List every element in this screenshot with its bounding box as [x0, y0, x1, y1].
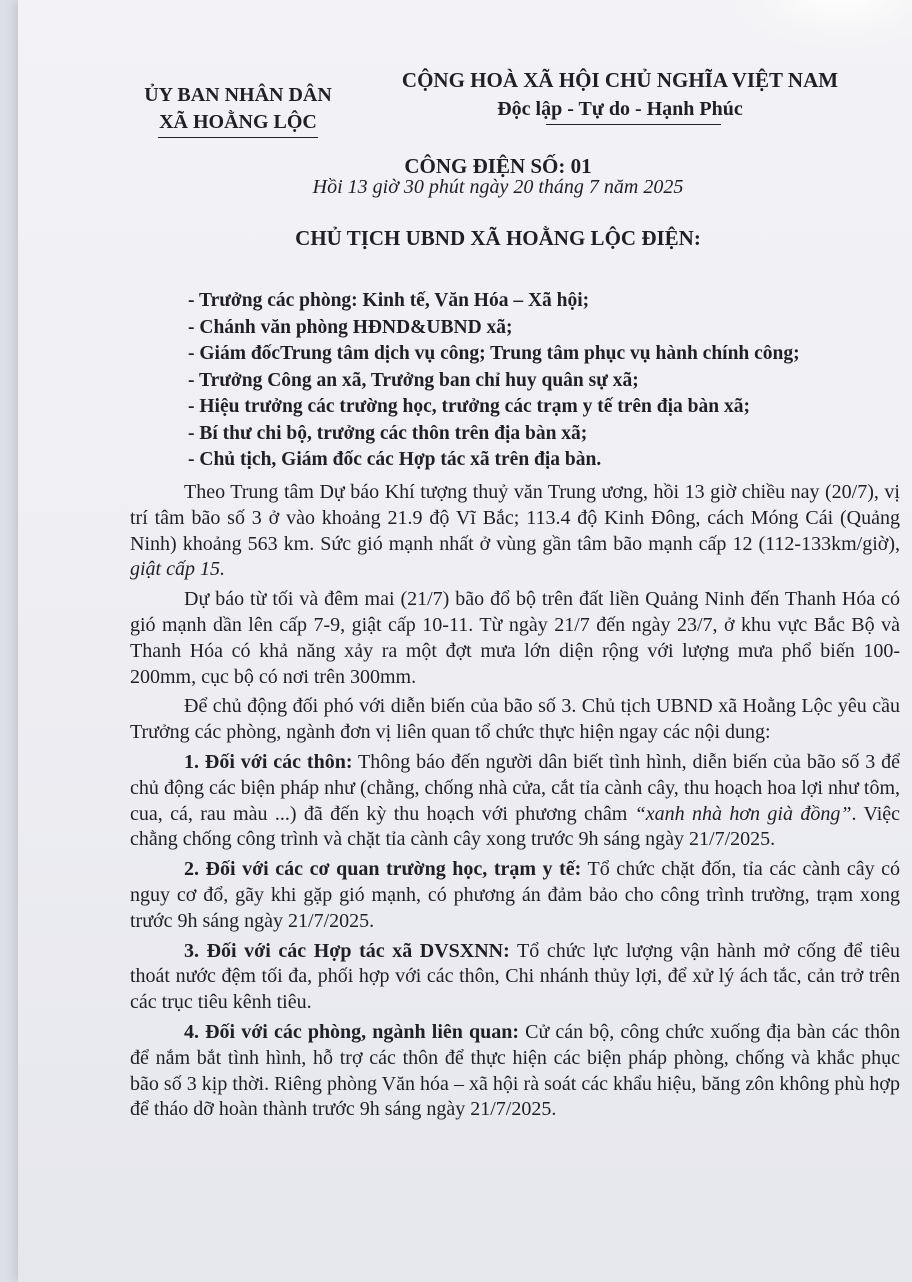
item-cooperatives: 3. Đối với các Hợp tác xã DVSXNN: Tổ chức lực lượng vận hành mở cống để tiêu thoát nước đệm tối đa, phối hợp với các thôn, Chi nhánh thủy lợi, để xử lý ách tắc, cản trở trên các trục tiêu kênh tiêu.	[130, 939, 900, 1014]
paragraph-outlook: Dự báo từ tối và đêm mai (21/7) bão đổ bộ trên đất liền Quảng Ninh đến Thanh Hóa có gió mạnh dần lên cấp 7-9, giật cấp 10-11. Từ ngày 21/7 đến ngày 23/7, ở khu vực Bắc Bộ và Thanh Hóa có khả năng xảy ra một đợt mưa lớn diện rộng với lượng mưa phổ biến 100-200mm, cục bộ có nơi trên 300mm.	[130, 588, 900, 688]
recipient-item: - Chánh văn phòng HĐND&UBND xã;	[188, 316, 513, 338]
document-time: Hồi 13 giờ 30 phút ngày 20 tháng 7 năm 2025	[312, 176, 684, 198]
nation-motto: Độc lập - Tự do - Hạnh Phúc	[497, 98, 743, 120]
authority-underline	[158, 137, 318, 138]
recipient-item: - Chủ tịch, Giám đốc các Hợp tác xã trên địa bàn.	[188, 449, 602, 470]
authority-line-2: XÃ HOẰNG LỘC	[159, 111, 317, 133]
document-number: CÔNG ĐIỆN SỐ: 01	[404, 154, 592, 178]
recipient-item: - Bí thư chi bộ, trưởng các thôn trên địa bàn xã;	[188, 422, 588, 444]
motto-underline	[546, 124, 721, 125]
recipient-item: - Trưởng các phòng: Kinh tế, Văn Hóa – Xã hội;	[188, 290, 590, 311]
paragraph-request: Để chủ động đối phó với diễn biến của bão số 3. Chủ tịch UBND xã Hoằng Lộc yêu cầu Trưởng các phòng, ngành đơn vị liên quan tổ chức thực hiện ngay các nội dung:	[130, 695, 900, 744]
issuing-authority	[118, 82, 358, 138]
item-departments: 4. Đối với các phòng, ngành liên quan: Cử cán bộ, công chức xuống địa bàn các thôn để nắm bắt tình hình, hỗ trợ các thôn để thực hiện các biện pháp phòng, chống và khắc phục bão số 3 kịp thời. Riêng phòng Văn hóa – xã hội rà soát các khẩu hiệu, băng zôn không phù hợp để tháo dỡ hoàn thành trước 9h sáng ngày 21/7/2025.	[130, 1020, 901, 1121]
document-body	[130, 480, 900, 1127]
document-sender: CHỦ TỊCH UBND XÃ HOẰNG LỘC ĐIỆN:	[295, 226, 701, 250]
item-schools-clinics: 2. Đối với các cơ quan trường học, trạm y tế: Tổ chức chặt đốn, tỉa các cành cây có nguy cơ đổ, gãy khi gặp gió mạnh, có phương án đảm bảo cho công trình trường, trạm xong trước 9h sáng ngày 21/7/2025.	[130, 858, 900, 932]
paragraph-forecast: Theo Trung tâm Dự báo Khí tượng thuỷ văn Trung ương, hồi 13 giờ chiều nay (20/7), vị trí tâm bão số 3 ở vào khoảng 21.9 độ Vĩ Bắc; 113.4 độ Kinh Đông, cách Móng Cái (Quảng Ninh) khoảng 563 km. Sức gió mạnh nhất ở vùng gần tâm bão mạnh cấp 12 (112-133km/giờ), giật cấp 15.	[130, 481, 900, 581]
nation-title: CỘNG HOÀ XÃ HỘI CHỦ NGHĨA VIỆT NAM	[401, 68, 839, 92]
background-object	[732, 0, 912, 50]
recipient-item: - Hiệu trưởng các trường học, trưởng các trạm y tế trên địa bàn xã;	[188, 396, 750, 417]
recipient-item: - Giám đốcTrung tâm dịch vụ công; Trung tâm phục vụ hành chính công;	[188, 343, 800, 364]
item-villages: 1. Đối với các thôn: Thông báo đến người dân biết tình hình, diễn biến của bão số 3 để chủ động các biện pháp như (chằng, chống nhà cửa, cắt tỉa cành cây, thu hoạch hoa lợi như tôm, cua, cá, rau màu ...) đã đến kỳ thu hoạch với phương châm “xanh nhà hơn già đồng”. Việc chằng chống công trình và chặt tỉa cành cây xong trước 9h sáng ngày 21/7/2025.	[130, 750, 900, 851]
national-heading	[370, 66, 870, 125]
recipient-list	[188, 288, 888, 474]
document-page	[18, 0, 912, 1282]
authority-line-1: ỦY BAN NHÂN DÂN	[144, 84, 332, 106]
recipient-item: - Trưởng Công an xã, Trưởng ban chỉ huy quân sự xã;	[188, 369, 639, 391]
